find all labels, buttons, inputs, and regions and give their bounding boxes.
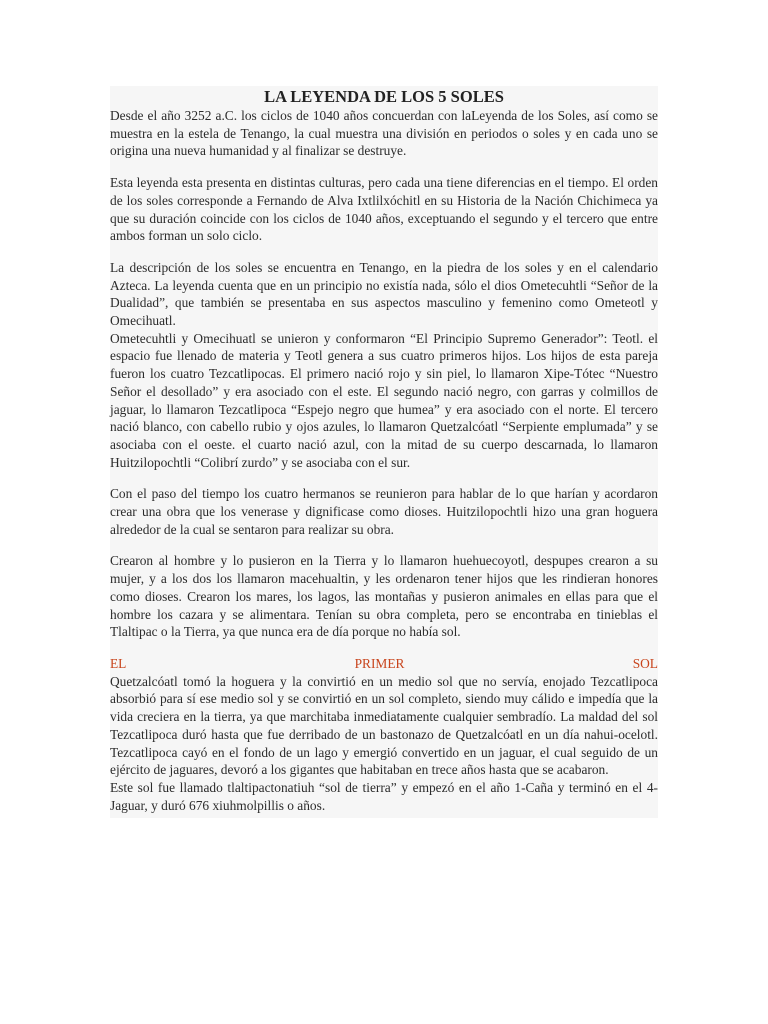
- paragraph-creation: Crearon al hombre y lo pusieron en la Tierra y lo llamaron huehuecoyotl, despupes crearon a su mujer, y a los dos los llamaron macehualtin, y les ordenaron tener hijos que les rindieran honores como dioses. Crearon los mares, los lagos, las montañas y pusieron animales en ellas para que el hombre los cazara y se alimentara. Tenían su obra completa, pero se encontraba en tinieblas el Tlaltipac o la Tierra, ya que nunca era de día porque no había sol.: [110, 553, 658, 640]
- heading-word: SOL: [632, 655, 658, 671]
- paragraph-intro: Desde el año 3252 a.C. los ciclos de 1040 años concuerdan con laLeyenda de los Soles, así como se muestra en la estela de Tenango, la cual muestra una división en periodos o soles y en cada uno se origina una nueva humanidad y al finalizar se destruye.: [110, 108, 658, 159]
- document-page: [110, 86, 658, 818]
- heading-word: PRIMER: [354, 655, 405, 671]
- paragraph-first-sun-name: Este sol fue llamado tlaltipactonatiuh “sol de tierra” y empezó en el año 1-Caña y terminó en el 4-Jaguar, y duró 676 xiuhmolpillis o años.: [110, 779, 658, 813]
- paragraph-tezcatlipocas: Ometecuhtli y Omecihuatl se unieron y conformaron “El Principio Supremo Generador”: Teotl. el espacio fue llenado de materia y Teotl genera a sus cuatro primeros hijos. Los hijos de esta pareja fueron los cuatro Tezcatlipocas. El primero nació rojo y sin piel, lo llamaron Xipe-Tótec “Nuestro Señor el desollado” y era asociado con el este. El segundo nació negro, con garras y colmillos de jaguar, lo llamaron Tezcatlipoca “Espejo negro que humea” y era asociado con el norte. El tercero nació blanco, con cabello rubio y ojos azules, lo llamaron Quetzalcóatl “Serpiente emplumada” y se asociaba con el oeste. el cuarto nació azul, con la mitad de su cuerpo descarnada, lo llamaron Huitzilopochtli “Colibrí zurdo” y se asociaba con el sur.: [110, 330, 658, 470]
- paragraph-brothers: Con el paso del tiempo los cuatro hermanos se reunieron para hablar de lo que harían y acordaron crear una obra que los venerase y dignificase como dioses. Huitzilopochtli hizo una gran hoguera alrededor de la cual se sentaron para realizar su obra.: [110, 486, 658, 537]
- paragraph-description: La descripción de los soles se encuentra en Tenango, en la piedra de los soles y en el calendario Azteca. La leyenda cuenta que en un principio no existía nada, sólo el dios Ometecuhtli “Señor de la Dualidad”, que también se presentaba en sus aspectos masculino y femenino como Ometeotl y Omecihuatl.: [110, 259, 658, 329]
- section-heading-primer-sol: [110, 655, 658, 673]
- paragraph-cultures: Esta leyenda esta presenta en distintas culturas, pero cada una tiene diferencias en el tiempo. El orden de los soles corresponde a Fernando de Alva Ixtlilxóchitl en su Historia de la Nación Chichimeca ya que su duración coincide con los ciclos de 1040 años, exceptuando el segundo y el tercero que entre ambos forman un solo ciclo.: [110, 175, 658, 244]
- heading-word: EL: [110, 655, 127, 671]
- paragraph-first-sun: Quetzalcóatl tomó la hoguera y la convirtió en un medio sol que no servía, enojado Tezcatlipoca absorbió para sí ese medio sol y se convirtió en un sol completo, siendo muy cálido e impedía que la vida creciera en la tierra, ya que marchitaba inmediatamente cualquier sembradío. La maldad del sol Tezcatlipoca duró hasta que fue derribado de un bastonazo de Quetzalcóatl en un día nahui-ocelotl. Tezcatlipoca cayó en el fondo de un lago y emergió convertido en un jaguar, el cual seguido de un ejército de jaguares, devoró a los gigantes que habitaban en trece años hasta que se acabaron.: [110, 673, 658, 778]
- document-title: LA LEYENDA DE LOS 5 SOLES: [264, 87, 504, 106]
